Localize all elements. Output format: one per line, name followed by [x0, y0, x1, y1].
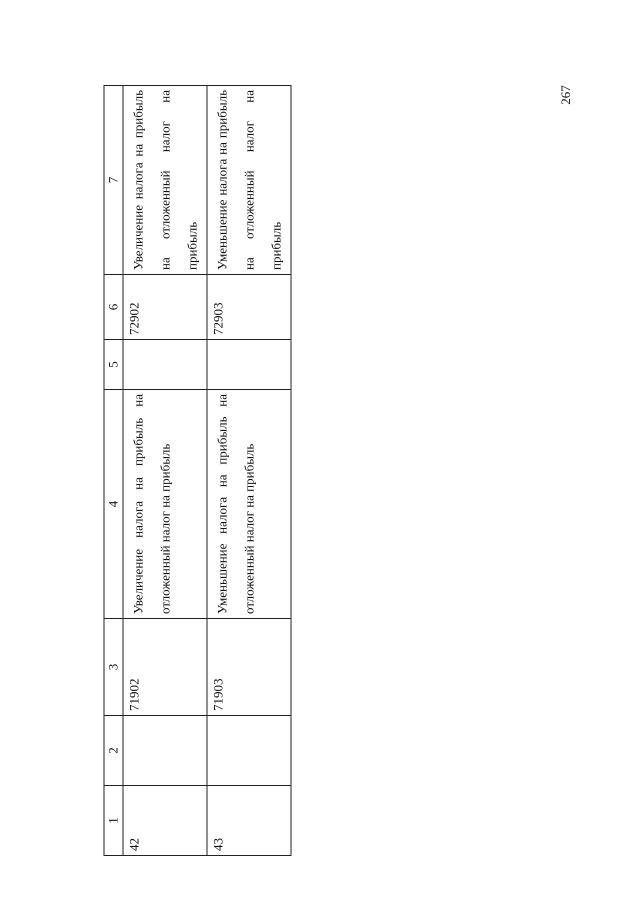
account-code-cell: 72902 [123, 275, 207, 340]
page-number: 267 [558, 85, 573, 105]
account-name-cell: Уменьшение налога на прибыль на отложенный налог на прибыль [207, 390, 291, 619]
header-row [104, 86, 123, 856]
empty-cell [207, 716, 291, 786]
accounts-table [103, 85, 291, 856]
table-row [207, 86, 291, 856]
row-number-cell: 43 [207, 786, 291, 856]
empty-cell [123, 716, 207, 786]
column-header-6: 6 [104, 275, 123, 340]
account-name-cell: Увеличение налога на прибыль на отложенный налог на прибыль [123, 390, 207, 619]
column-header-3: 3 [104, 619, 123, 716]
empty-cell [123, 340, 207, 390]
empty-cell [207, 340, 291, 390]
column-header-5: 5 [104, 340, 123, 390]
account-name-cell: Увеличение налога на прибыль на отложенный налог на прибыль [123, 86, 207, 275]
column-header-1: 1 [104, 786, 123, 856]
column-header-2: 2 [104, 716, 123, 786]
account-name-cell: Уменьшение налога на прибыль на отложенный налог на прибыль [207, 86, 291, 275]
column-header-4: 4 [104, 390, 123, 619]
account-code-cell: 71902 [123, 619, 207, 716]
account-code-cell: 71903 [207, 619, 291, 716]
column-header-7: 7 [104, 86, 123, 275]
accounts-table-container [103, 86, 283, 856]
account-code-cell: 72903 [207, 275, 291, 340]
table-row [123, 86, 207, 856]
row-number-cell: 42 [123, 786, 207, 856]
